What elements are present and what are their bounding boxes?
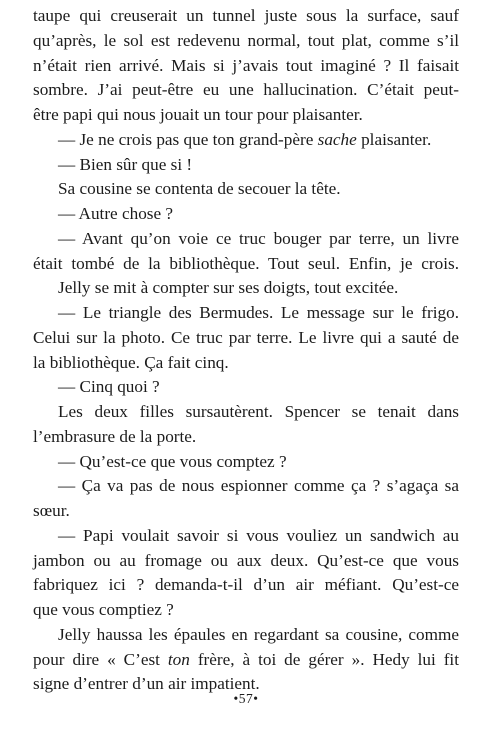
- text-line: [33, 573, 459, 598]
- text-segment: que vous comptiez ?: [33, 600, 174, 619]
- text-segment: était tombé de la bibliothèque. Tout seul. Enfin, je crois.: [33, 253, 459, 273]
- body-text: [33, 4, 459, 697]
- text-segment: plaisanter.: [356, 129, 432, 149]
- text-segment: qu’après, le sol est redevenu normal, tout plat, comme s’il: [33, 30, 459, 50]
- text-line: [33, 598, 459, 623]
- text-segment: — Qu’est-ce que vous comptez ?: [58, 451, 287, 471]
- text-line: [33, 301, 459, 326]
- text-line: [33, 474, 459, 499]
- text-segment: être papi qui nous jouait un tour pour plaisanter.: [33, 105, 363, 124]
- text-segment: — Bien sûr que si !: [58, 154, 193, 174]
- text-line: [33, 524, 459, 549]
- text-segment: Sa cousine se contenta de secouer la tête.: [58, 179, 341, 199]
- italic-text: ton: [167, 649, 190, 669]
- text-segment: — Le triangle des Bermudes. Le message sur le frigo.: [58, 303, 459, 322]
- text-segment: — Ça va pas de nous espionner comme ça ? s’agaça sa: [58, 476, 459, 496]
- text-line: [33, 326, 459, 351]
- text-segment: l’embrasure de la porte.: [33, 426, 197, 446]
- text-segment: signe d’entrer d’un air impatient.: [33, 674, 260, 694]
- text-segment: sombre. J’ai peut-être eu une hallucination. C’était peut-: [33, 80, 459, 100]
- text-line: [33, 128, 459, 153]
- text-segment: pour dire « C’est: [33, 649, 168, 669]
- text-line: [33, 153, 459, 178]
- text-line: [33, 623, 459, 648]
- text-segment: — Avant qu’on voie ce truc bouger par terre, un livre: [58, 228, 459, 248]
- page-number: •57•: [233, 691, 259, 706]
- text-segment: Jelly haussa les épaules en regardant sa cousine, comme: [58, 624, 459, 644]
- text-line: [33, 78, 459, 103]
- text-segment: fabriquez ici ? demanda-t-il d’un air méfiant. Qu’est-ce: [33, 575, 459, 595]
- book-page: [33, 0, 459, 740]
- text-line: [33, 54, 459, 79]
- text-segment: Jelly se mit à compter sur ses doigts, tout excitée.: [58, 278, 399, 298]
- text-segment: — Papi voulait savoir si vous vouliez un sandwich au: [58, 525, 459, 545]
- text-segment: Les deux filles sursautèrent. Spencer se tenait dans: [58, 402, 459, 421]
- text-line: [33, 425, 459, 450]
- text-line: [33, 227, 459, 252]
- text-line: [33, 648, 459, 673]
- text-segment: taupe qui creuserait un tunnel juste sous la surface, sauf: [33, 6, 459, 25]
- text-line: [33, 549, 459, 574]
- text-line: [33, 4, 459, 29]
- text-line: [33, 400, 459, 425]
- text-segment: frère, à toi de gérer ». Hedy lui fit: [189, 649, 459, 669]
- text-line: [33, 450, 459, 475]
- text-line: [33, 499, 459, 524]
- text-line: [33, 202, 459, 227]
- text-line: [33, 276, 459, 301]
- text-line: [33, 177, 459, 202]
- text-segment: jambon ou au fromage ou aux deux. Qu’est-ce que vous: [33, 550, 459, 570]
- text-line: [33, 103, 459, 128]
- text-line: [33, 29, 459, 54]
- text-line: [33, 351, 459, 376]
- text-segment: Celui sur la photo. Ce truc par terre. Le livre qui a sauté de: [33, 327, 459, 347]
- text-segment: sœur.: [33, 501, 70, 520]
- text-line: [33, 252, 459, 277]
- text-line: [33, 375, 459, 400]
- text-segment: — Je ne crois pas que ton grand-père: [58, 129, 318, 149]
- text-segment: n’était rien arrivé. Mais si j’avais tout imaginé ? Il faisait: [33, 55, 459, 75]
- italic-text: sache: [317, 129, 357, 149]
- text-segment: — Cinq quoi ?: [58, 377, 160, 397]
- text-segment: — Autre chose ?: [58, 204, 174, 223]
- text-segment: la bibliothèque. Ça fait cinq.: [33, 352, 229, 372]
